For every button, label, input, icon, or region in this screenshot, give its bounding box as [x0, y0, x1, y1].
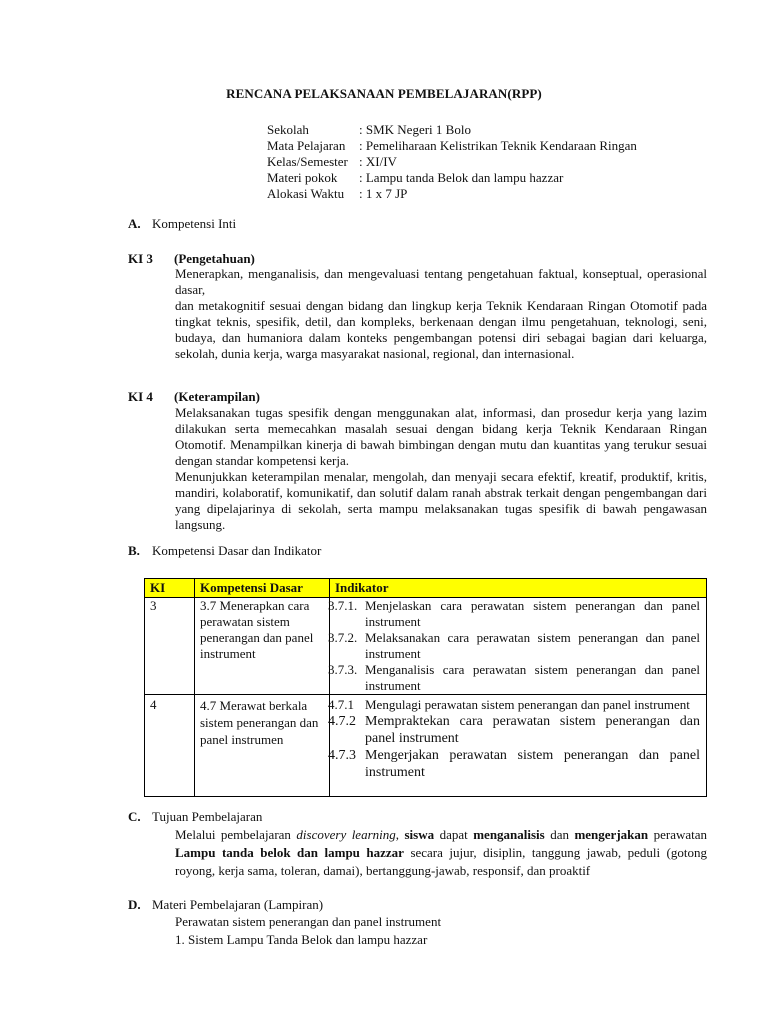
indikator-number: 4.7.1 — [328, 697, 354, 712]
tujuan-text: dan — [544, 827, 575, 842]
tujuan-verb: menganalisis — [473, 827, 545, 842]
header-indikator: Indikator — [330, 579, 707, 598]
section-letter: C. — [128, 809, 141, 824]
meta-value: : XI/IV — [359, 154, 397, 169]
ki3-subtitle: (Pengetahuan) — [174, 251, 255, 266]
ki4-paragraph-1: Melaksanakan tugas spesifik dengan menggunakan alat, informasi, dan prosedur kerja yang lazim dilakukan serta memecahkan masalah sesuai dengan bidang kerja Teknik Kendaraan Ringan Otomotif. Menampilkan kinerja di bawah bimbingan dengan mutu dan kuantitas yang terukur sesuai dengan standar kompetensi kerja. — [175, 405, 707, 468]
ki4-paragraph-2: Menunjukkan keterampilan menalar, mengolah, dan menyaji secara efektif, kreatif, produktif, kritis, mandiri, kolaboratif, komunikatif, dan solutif dalam ranah abstrak terkait dengan pengembangan dari yang dipelajarinya di sekolah, serta mampu melaksanakan tugas spesifik di bawah pengawasan langsung. — [175, 469, 707, 532]
tujuan-subject: siswa — [404, 827, 435, 842]
ki4-description — [175, 405, 707, 533]
header-ki: KI — [145, 579, 195, 598]
indikator-number: 4.7.2 — [328, 714, 356, 729]
indikator-item — [328, 598, 706, 630]
indikator-item — [328, 713, 706, 747]
tujuan-text: Melalui pembelajaran — [175, 827, 297, 842]
section-a-heading — [128, 216, 236, 232]
header-kompetensi-dasar: Kompetensi Dasar — [195, 579, 330, 598]
section-b-heading — [128, 543, 321, 559]
indikator-item — [328, 630, 706, 662]
ki4-subtitle: (Keterampilan) — [174, 389, 260, 404]
meta-key: Materi pokok — [267, 170, 338, 185]
meta-value: : 1 x 7 JP — [359, 186, 408, 201]
meta-key: Mata Pelajaran — [267, 138, 346, 153]
cell-ki: 4 — [145, 695, 195, 797]
meta-row-mapel — [267, 138, 637, 154]
ki3-heading — [128, 251, 255, 267]
materi-line: Perawatan sistem penerangan dan panel instrument — [175, 914, 442, 929]
section-c-heading — [128, 809, 262, 825]
ki3-description — [175, 266, 707, 362]
document-title: RENCANA PELAKSANAAN PEMBELAJARAN(RPP) — [226, 86, 542, 101]
table-row — [145, 695, 707, 797]
kompetensi-table — [144, 578, 707, 797]
cell-kompetensi-dasar: 3.7 Menerapkan cara perawatan sistem penerangan dan panel instrument — [195, 598, 330, 695]
tujuan-text: dapat — [434, 827, 474, 842]
indikator-number: 3.7.2. — [328, 630, 358, 645]
tujuan-text: secara jujur, disiplin, tanggung jawab, peduli (gotong royong, kerja sama, toleran, damai), bertanggung-jawab, responsif, dan proaktif — [175, 845, 707, 878]
section-title: Tujuan Pembelajaran — [152, 809, 263, 824]
meta-row-alokasi — [267, 186, 637, 202]
meta-row-materi — [267, 170, 637, 186]
section-title: Kompetensi Inti — [152, 216, 237, 231]
indikator-text: Menganalisis cara perawatan sistem penerangan dan panel instrument — [365, 662, 700, 693]
tujuan-text: perawatan — [648, 827, 708, 842]
section-title: Kompetensi Dasar dan Indikator — [152, 543, 322, 558]
indikator-number: 4.7.3 — [328, 748, 356, 763]
section-letter: B. — [128, 543, 140, 558]
tujuan-text: , — [395, 827, 405, 842]
meta-value: : SMK Negeri 1 Bolo — [359, 122, 471, 137]
cell-indikator — [330, 695, 707, 797]
section-title: Materi Pembelajaran (Lampiran) — [152, 897, 324, 912]
section-letter: D. — [128, 897, 141, 912]
table-row — [145, 598, 707, 695]
indikator-text: Melaksanakan cara perawatan sistem penerangan dan panel instrument — [365, 630, 700, 661]
tujuan-verb: mengerjakan — [574, 827, 649, 842]
tujuan-model: discovery learning — [296, 827, 396, 842]
tujuan-object: Lampu tanda belok dan lampu hazzar — [175, 845, 404, 860]
ki4-label: KI 4 — [128, 389, 153, 404]
section-d-heading — [128, 897, 323, 913]
meta-value: : Lampu tanda Belok dan lampu hazzar — [359, 170, 564, 185]
cell-kompetensi-dasar: 4.7 Merawat berkala sistem penerangan dan panel instrumen — [195, 695, 330, 797]
indikator-text: Mempraktekan cara perawatan sistem penerangan dan panel instrument — [365, 714, 700, 746]
meta-key: Alokasi Waktu — [267, 186, 345, 201]
meta-row-sekolah — [267, 122, 637, 138]
materi-list-item: 1. Sistem Lampu Tanda Belok dan lampu hazzar — [175, 932, 428, 947]
indikator-text: Menjelaskan cara perawatan sistem penerangan dan panel instrument — [365, 598, 700, 629]
meta-key: Sekolah — [267, 122, 309, 137]
indikator-number: 3.7.3. — [328, 662, 358, 677]
indikator-text: Mengerjakan perawatan sistem penerangan dan panel instrument — [365, 748, 700, 780]
table-header-row — [145, 579, 707, 598]
tujuan-paragraph — [175, 826, 707, 880]
indikator-item — [328, 697, 706, 713]
ki3-paragraph-1: Menerapkan, menganalisis, dan mengevaluasi tentang pengetahuan faktual, konseptual, operasional dasar, — [175, 266, 707, 297]
meta-value: : Pemeliharaan Kelistrikan Teknik Kendaraan Ringan — [359, 138, 637, 153]
ki4-heading — [128, 389, 260, 405]
indikator-item — [328, 747, 706, 781]
cell-ki: 3 — [145, 598, 195, 695]
meta-row-kelas — [267, 154, 637, 170]
indikator-text: Mengulagi perawatan sistem penerangan dan panel instrument — [365, 697, 690, 712]
identity-block — [267, 122, 637, 202]
indikator-number: 3.7.1. — [328, 598, 358, 613]
ki3-paragraph-2: dan metakognitif sesuai dengan bidang dan lingkup kerja Teknik Kendaraan Ringan Otomotif pada tingkat teknis, spesifik, detil, dan kompleks, berkenaan dengan ilmu pengetahuan, teknologi, seni, budaya, dan humaniora dalam konteks pengembangan potensi diri sebagai bagian dari keluarga, sekolah, dunia kerja, warga masyarakat nasional, regional, dan internasional. — [175, 298, 707, 361]
section-letter: A. — [128, 216, 141, 231]
cell-indikator — [330, 598, 707, 695]
meta-key: Kelas/Semester — [267, 154, 348, 169]
indikator-item — [328, 662, 706, 694]
ki3-label: KI 3 — [128, 251, 153, 266]
